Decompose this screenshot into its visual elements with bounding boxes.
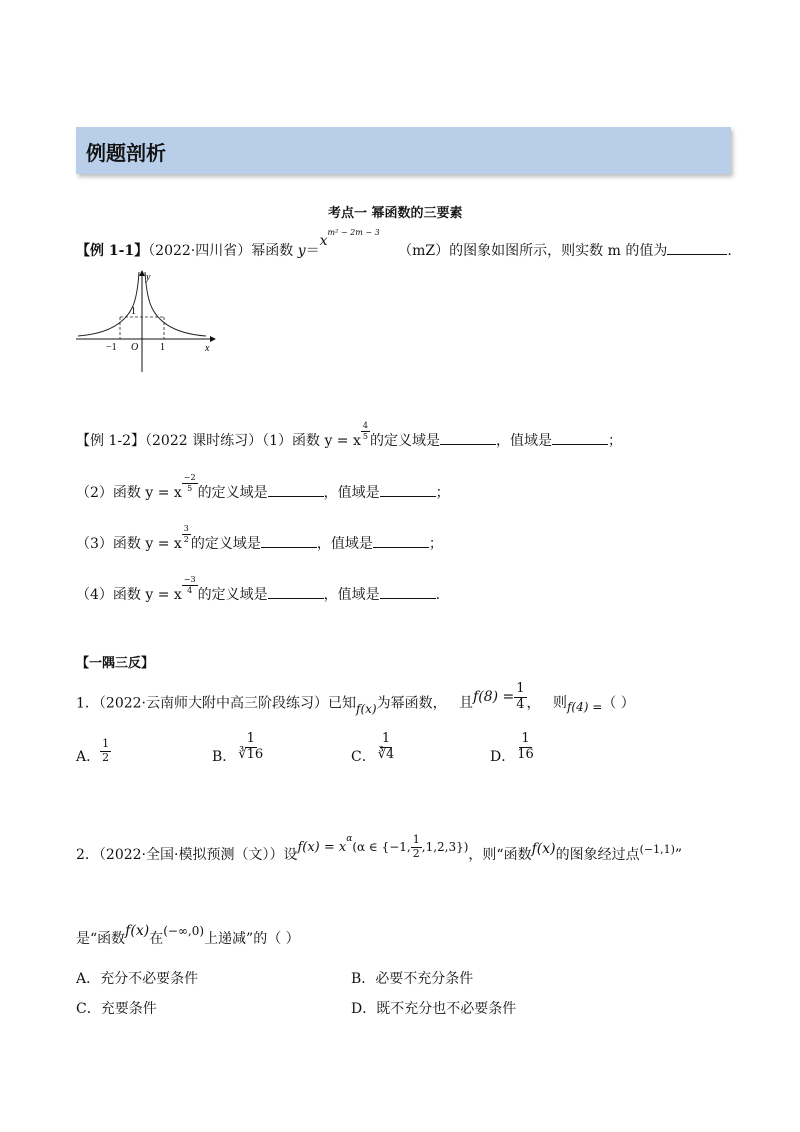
q1-text-b: 为幂函数， [376,695,447,712]
part-4-exp-num: −3 [183,575,196,585]
y-axis-arrow [139,270,145,276]
question-2-line-1 [76,833,683,868]
part-3-exp-num: 3 [183,524,189,534]
q1-option-d-den: 16 [517,746,534,762]
q2-line2-fx: f(x) [125,923,150,939]
part-2-semicolon: ； [435,485,450,501]
part-1-domain-text: 的定义域是 [369,433,440,449]
part-2-exp-den: 5 [187,483,193,493]
q2-option-c[interactable] [76,998,157,1018]
q1-text-e: 则 [552,695,567,712]
power-function-graph [76,268,216,374]
part-2-range-text: ，值域是 [323,485,380,501]
q2-option-c-label: C． [76,1001,101,1017]
q2-cond-pre: (α ∈ {−1, [352,840,411,855]
q2-option-a-text: 充分不必要条件 [100,971,199,987]
q2-option-d[interactable] [351,998,516,1018]
q2-number: 2． [76,847,99,864]
q2-text-a: 设 [283,847,298,864]
q2-option-b[interactable] [351,968,473,988]
example-1-2-part-2 [76,473,450,503]
part-2-prefix: （2）函数 y = x [76,485,182,501]
example-1-1-condition: （mZ） [398,243,450,259]
example-1-1-exponent: m² − 2m − 3 [327,228,380,238]
q2-text-d: ” [674,847,683,864]
q1-option-d-num: 1 [521,731,530,746]
q1-option-b[interactable] [212,731,265,766]
q1-option-b-label: B． [212,749,237,766]
q1-option-a-num: 1 [102,737,110,750]
part-2-exponent [182,473,198,492]
section-title: 例题剖析 [86,141,166,165]
part-4-exponent [182,575,198,594]
q1-source: （2022·云南师大附中高三阶段练习） [98,695,329,712]
part-1-semicolon: ； [607,433,622,449]
q2-line2-c: 上递减”的（ ） [204,931,300,947]
x-axis-arrow [210,336,216,342]
example-1-1-text-a: 幂函数 [251,243,298,259]
q2-source: （2022·全国·模拟预测（文）） [98,847,284,864]
part-2-exp-num: −2 [183,473,196,483]
part-3-prefix: （3）函数 y = x [76,536,182,552]
part-3-domain-text: 的定义域是 [190,536,261,552]
q1-value-den: 4 [516,696,525,712]
example-1-1 [76,228,732,260]
part-4-period: . [435,587,441,603]
part-4-range-text: ，值域是 [323,587,380,603]
q1-option-b-fraction [236,732,265,763]
q2-interval: (−∞,0) [163,924,205,938]
example-1-2-part-1 [76,421,622,451]
part-2-domain-blank[interactable] [268,482,324,497]
q2-cond-post: ,1,2,3}) [421,840,469,855]
graph-one-label: 1 [131,306,136,317]
part-3-semicolon: ； [428,536,443,552]
example-1-1-period: . [727,243,732,259]
example-1-2-source: （2022 课时练习） [145,433,263,449]
q2-option-c-text: 充要条件 [100,1001,157,1017]
q2-half-fraction [411,834,422,860]
q2-text-b: ，则“函数 [468,847,532,864]
part-3-exp-den: 2 [183,534,189,544]
graph-neg-one-label: −1 [106,342,117,353]
q1-option-a-fraction [100,738,111,764]
q2-fx: f(x) [531,841,556,858]
q2-option-a[interactable] [76,968,198,988]
question-2-line-2 [76,923,300,948]
example-1-2-part-3 [76,524,443,554]
q1-option-c[interactable] [351,731,396,766]
graph-pos-one-label: 1 [160,342,165,353]
q1-answer-paren: （ ） [602,695,635,712]
question-1 [76,681,635,719]
q2-option-d-label: D． [351,1001,377,1017]
part-1-exponent [361,421,370,440]
q1-option-c-fraction [376,732,397,763]
q1-option-d-label: D． [490,749,516,766]
part-3-range-text: ，值域是 [316,536,373,552]
part-1-range-blank[interactable] [552,430,608,445]
q2-text-c: 的图象经过点 [555,847,640,864]
q2-option-a-label: A． [76,971,101,987]
graph-y-label: y [146,272,151,283]
q1-option-a-den: 2 [102,750,110,764]
part-4-range-blank[interactable] [380,584,436,599]
part-1-domain-blank[interactable] [440,430,496,445]
q2-function: f(x) = x [297,840,347,856]
part-4-domain-text: 的定义域是 [197,587,268,603]
section-banner [76,127,731,174]
q1-option-c-num: 1 [381,731,391,746]
part-4-exp-den: 4 [187,585,193,595]
q2-option-b-label: B． [351,971,376,987]
part-1-exp-den: 5 [362,431,368,441]
q2-alpha: α [346,834,353,845]
q1-f4: f(4) = [566,700,603,715]
part-2-range-blank[interactable] [380,482,436,497]
part-2-domain-text: 的定义域是 [197,485,268,501]
q1-option-d-fraction [515,732,536,763]
graph-x-label: x [205,343,210,354]
q1-option-a-label: A． [76,749,101,766]
q2-line2-b: 在 [149,931,164,947]
q2-option-b-text: 必要不充分条件 [375,971,474,987]
example-1-1-tag: 【例 1-1】 [76,243,149,259]
example-1-1-answer-blank[interactable] [667,240,727,255]
example-1-2-part-4 [76,575,441,605]
example-1-1-equals: ＝ [305,243,320,259]
example-1-1-var-y: y [297,243,306,259]
q1-option-a[interactable] [76,738,111,764]
topic-heading: 考点一 幂函数的三要素 [328,206,463,221]
q2-half-num: 1 [412,833,420,846]
q1-text-c: 且 [459,695,474,712]
practice-heading: 【一隅三反】 [76,656,155,671]
q1-value-num: 1 [516,681,525,696]
example-1-2-tag: 【例 1-2】 [76,433,145,449]
q2-half-den: 2 [412,846,420,860]
part-4-prefix: （4）函数 y = x [76,587,182,603]
q2-option-d-text: 既不充分也不必要条件 [376,1001,517,1017]
q1-option-c-den: ∛4 [377,746,395,762]
curve-right [145,272,206,336]
part-3-range-blank[interactable] [373,533,429,548]
q1-text-a: 已知 [328,695,357,712]
graph-origin-label: O [131,342,139,353]
part-4-domain-blank[interactable] [268,584,324,599]
q1-fx: f(x) [356,702,377,717]
q1-value-fraction [514,682,526,713]
q1-f8: f(8) = [473,689,515,706]
part-1-exp-num: 4 [362,421,368,431]
part-1-prefix: （1）函数 y = x [262,433,361,449]
q2-line2-a: 是“函数 [76,931,126,947]
part-3-domain-blank[interactable] [261,533,317,548]
curve-left [78,272,139,336]
example-1-1-base: x [319,233,328,249]
q1-text-d: ， [526,695,541,712]
q1-option-c-label: C． [351,749,376,766]
example-1-1-text-b: 的图象如图所示，则实数 m 的值为 [449,243,668,259]
q1-option-b-num: 1 [246,731,255,746]
q1-option-d[interactable] [490,731,536,766]
part-3-exponent [182,524,191,543]
example-1-1-source: （2022·四川省） [148,243,252,259]
q1-option-b-den: ∛16 [238,746,264,762]
part-1-range-text: ，值域是 [495,433,552,449]
q2-point: (−1,1) [639,843,675,857]
q1-number: 1． [76,695,99,712]
